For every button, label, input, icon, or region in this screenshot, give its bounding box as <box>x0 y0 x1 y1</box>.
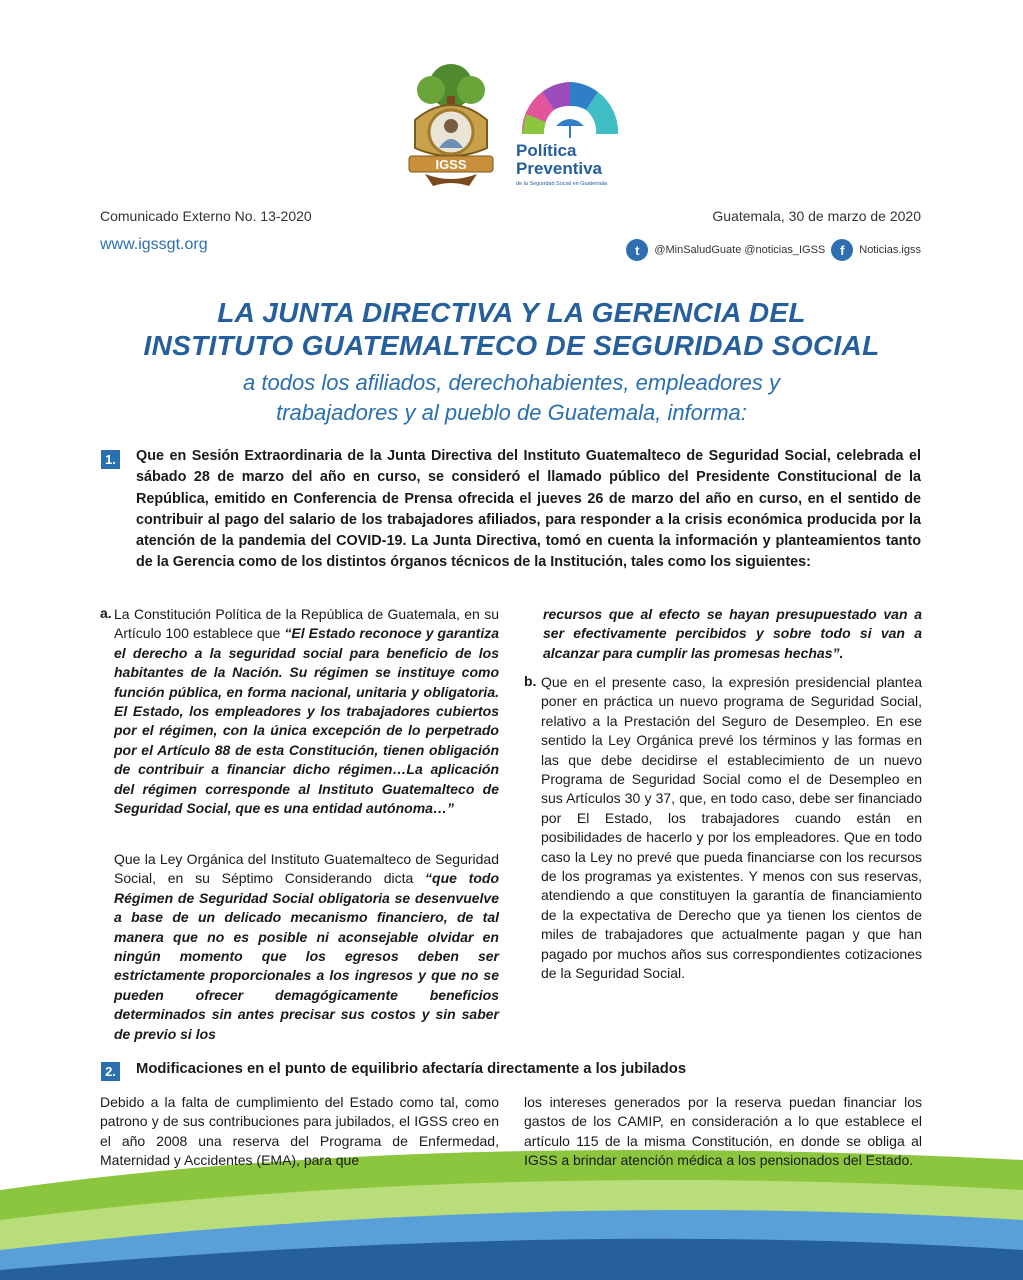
pp-logo-line2: Preventiva <box>516 159 602 178</box>
social-links <box>620 239 921 261</box>
subtitle-line2: trabajadores y al pueblo de Guatemala, informa: <box>276 400 747 425</box>
item-b-letter: b. <box>524 673 537 689</box>
item-a-intro: La Constitución Política de la República de Guatemala, en su Artículo 100 establece que <box>114 606 499 642</box>
twitter-handles[interactable]: @MinSaludGuate @noticias_IGSS <box>654 244 826 256</box>
facebook-handle[interactable]: Noticias.igss <box>859 244 921 256</box>
document-date: Guatemala, 30 de marzo de 2020 <box>712 208 921 224</box>
item-a-quote: “El Estado reconoce y garantiza el derecho a la seguridad social para beneficio de los habitantes de la Nación. Su régimen se instituye como función pública, en forma nacional, unitaria y obligatoria. El Estado, los empleadores y los trabajadores cubiertos por el régimen, con la única excepción de lo perpetrado por el Artículo 88 de esta Constitución, tienen obligación de contribuir a financiar dicho régimen…La aplicación del régimen corresponde al Instituto Guatemalteco de Seguridad Social, que es una entidad autónoma…” <box>114 625 499 817</box>
item-a2-text <box>114 850 499 1044</box>
section2-col1: Debido a la falta de cumplimiento del Estado como tal, como patrono y de sus contribuciones para jubilados, el IGSS creo en el año 2008 una reserva del Programa de Enfermedad, Maternidad y Accidentes (EMA), para que <box>100 1094 499 1169</box>
facebook-icon[interactable]: f <box>831 239 853 261</box>
section1-paragraph: Que en Sesión Extraordinaria de la Junta Directiva del Instituto Guatemalteco de Seguridad Social, celebrada el sábado 28 de marzo del año en curso, se consideró el llamado público del Presidente Constitucional de la República, emitido en Conferencia de Prensa ofrecida el jueves 26 de marzo del año en curso, en el sentido de contribuir al pago del salario de los trabajadores afiliados, para responder a la crisis económica producida por la atención de la pandemia del COVID-19. La Junta Directiva, tomó en cuenta la información y planteamientos tanto de la Gerencia como de los distintos órganos técnicos de la Institución, tales como los siguientes: <box>136 448 921 571</box>
page-title-line2: INSTITUTO GUATEMALTECO DE SEGURIDAD SOCIAL <box>143 330 880 361</box>
pp-logo-tagline: de la Seguridad Social en Guatemala <box>516 181 608 187</box>
section2-col2: los intereses generados por la reserva puedan financiar los gastos de los CAMIP, en consideración a lo que establece el artículo 115 de la misma Constitución, en donde se obliga al IGSS a brindar atención médica a los pensionados del Estado. <box>524 1094 922 1169</box>
subtitle-line1: a todos los afiliados, derechohabientes, empleadores y <box>243 370 780 395</box>
comunicado-number: Comunicado Externo No. 13-2020 <box>100 208 312 224</box>
item-a-text <box>114 605 499 818</box>
section-number-2: 2. <box>101 1062 120 1081</box>
section-number-1: 1. <box>101 450 120 469</box>
pp-logo-line1: Política <box>516 141 577 160</box>
twitter-icon[interactable]: t <box>626 239 648 261</box>
section2-heading: Modificaciones en el punto de equilibrio afectaría directamente a los jubilados <box>136 1061 687 1077</box>
politica-preventiva-logo <box>512 72 627 190</box>
item-b-text: Que en el presente caso, la expresión presidencial plantea poner en práctica un nuevo programa de Seguridad Social, relativo a la Prestación del Seguro de Desempleo. En ese sentido la Ley Orgánica prevé los términos y las formas en las que debe decidirse el establecimiento de un nuevo Programa de Seguridad Social como el de Desempleo en sus Artículos 30 y 37, que, en todo caso, debe ser financiado por El Estado, los trabajadores cuando están en posibilidades de hacerlo y por los empleadores. Que en todo caso la Ley no prevé que pueda financiarse con los recursos de los programas ya existentes. Y menos con sus reservas, atendiendo a que constituyen la garantía de financiamiento de la expectativa de Derecho que ya tienen los cientos de miles de trabajadores que actualmente pagan y que han pagado por muchos años sus correspondientes cotizaciones de la Seguridad Social. <box>541 674 922 982</box>
item-a2-quote: “que todo Régimen de Seguridad Social obligatoria se desenvuelve a base de un delicado mecanismo financiero, de tal manera que no es posible ni aconsejable olvidar en ningún momento que los egresos deben ser estrictamente proporcionales a los ingresos y que no se pueden ofrecer demagógicamente beneficios determinados sin antes precisar sus costos y sin saber de previo si los <box>114 870 499 1042</box>
item-a2-intro: Que la Ley Orgánica del Instituto Guatemalteco de Seguridad Social, en su Séptimo Considerando dicta <box>114 851 499 887</box>
item-a2-quote-continued: recursos que al efecto se hayan presupuestado van a ser efectivamente percibidos y sobre todo si van a alcanzar para cumplir las promesas hechas”. <box>543 606 922 661</box>
page-title-line1: LA JUNTA DIRECTIVA Y LA GERENCIA DEL <box>217 297 806 328</box>
item-a-letter: a. <box>100 605 112 621</box>
igss-logo-text: IGSS <box>435 157 467 172</box>
website-link[interactable]: www.igssgt.org <box>100 236 208 253</box>
igss-logo <box>395 60 507 188</box>
